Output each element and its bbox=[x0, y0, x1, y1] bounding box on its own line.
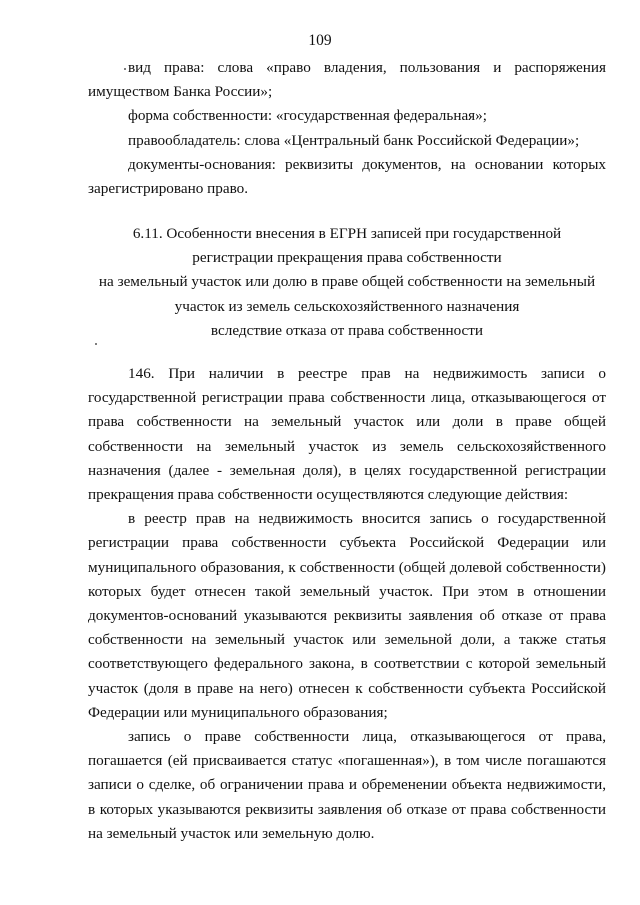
paragraph-right-type: вид права: слова «право владения, пользования и распоряжения имуществом Банка России»; bbox=[88, 59, 606, 101]
intro-section bbox=[88, 56, 606, 201]
paragraph-entry-cancellation: запись о праве собственности лица, отказывающегося от права, погашается (ей присваивается статус «погашенная»), в том числе погашаются записи о сделке, об ограничении права и обременении объекта недвижимости, в которых указываются реквизиты заявления об отказе от права собственности на земельный участок или земельную долю. bbox=[88, 728, 606, 842]
scan-speck bbox=[95, 343, 97, 345]
section-heading-line: участок из земель сельскохозяйственного назначения bbox=[174, 297, 520, 315]
section-heading-line: на земельный участок или долю в праве общей собственности на земельный bbox=[98, 273, 596, 291]
paragraph-ownership-form: форма собственности: «государственная федеральная»; bbox=[128, 107, 487, 125]
section-heading-line: регистрации прекращения права собственности bbox=[192, 249, 502, 267]
main-section bbox=[88, 362, 606, 846]
paragraph-register-entry: в реестр прав на недвижимость вносится запись о государственной регистрации права собственности субъекта Российской Федерации или муниципального образования, к собственности (общей долевой собственности) которых будет отнесен такой земельный участок. При этом в отношении документов-оснований указываются реквизиты заявления об отказе от права собственности на земельный участок или земельной доли, а также статья соответствующего федерального закона, в соответствии с которой земельный участок (доля в праве на него) отнесен к собственности субъекта Российской Федерации или муниципального образования; bbox=[88, 510, 606, 721]
section-heading-line: вследствие отказа от права собственности bbox=[210, 321, 484, 339]
paragraph-146: 146. При наличии в реестре прав на недвижимость записи о государственной регистрации права собственности лица, отказывающегося от права собственности на земельный участок или доли в праве общей собственности на земельный участок из земель сельскохозяйственного назначения (далее - земельная доля), в целях государственной регистрации прекращения права собственности осуществляются следующие действия: bbox=[88, 365, 606, 504]
section-heading bbox=[88, 222, 606, 343]
scan-speck bbox=[124, 68, 126, 70]
paragraph-basis-documents: документы-основания: реквизиты документов, на основании которых зарегистрировано право. bbox=[88, 155, 606, 198]
paragraph-right-holder: правообладатель: слова «Центральный банк Российской Федерации»; bbox=[128, 131, 580, 149]
page-number: 109 bbox=[308, 32, 332, 49]
section-heading-line: 6.11. Особенности внесения в ЕГРН записей при государственной bbox=[132, 225, 562, 242]
